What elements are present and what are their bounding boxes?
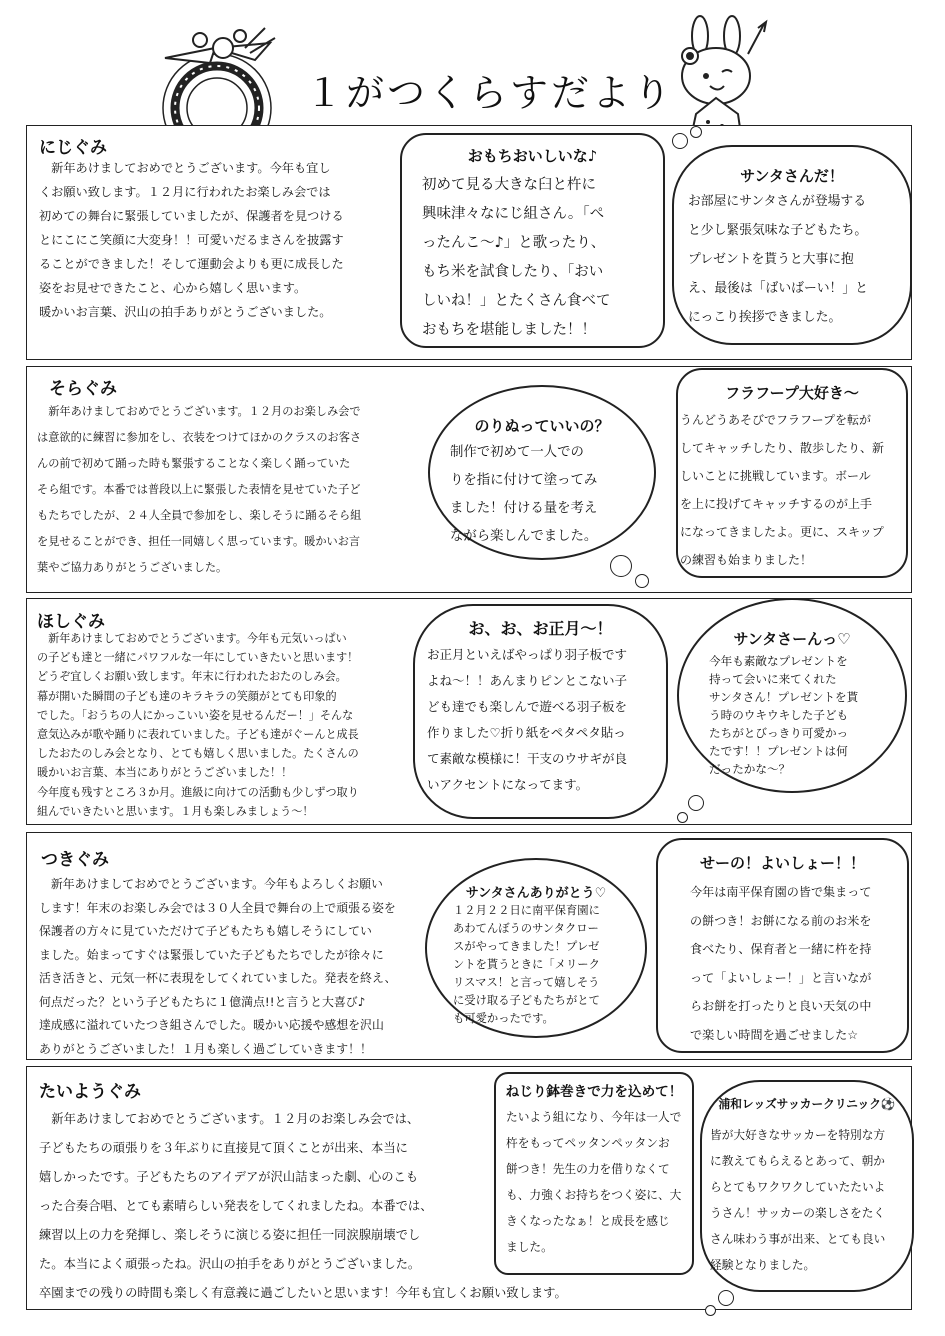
bubble-santa — [672, 145, 912, 345]
bubble-nori — [428, 385, 656, 560]
bubble-title: 浦和レッズサッカークリニック⚽ — [718, 1097, 896, 1111]
bubble-text: 初めて見る大きな臼と杵に 興味津々なにじ組さん。「ぺ ったんこ～♪」と歌ったり、 もち米を試食したり、「おい しいね！」とたくさん食べて おもちを堪能しました！！ — [422, 177, 611, 338]
bubble-text: お部屋にサンタさんが登場する と少し緊張気味な子どもたち。 プレゼントを貰うと大事に抱 え、最後は「ばいばーい！」と にっこり挨拶できました。 — [688, 194, 868, 325]
section-text: 新年あけましておめでとうございます。１２月のお楽しみ会で は意欲的に練習に参加をし、衣装をつけてほかのクラスのお客さ んの前で初めて踊った時も緊張することなく楽しく踊っていた そら組です。本番では普段以上に緊張した表情を見せていた子ど もたちでしたが、２４人全員で参加をし、楽しそうに踊るそら組 を見せることができ、担任一同嬉しく思っています。暖かいお言 葉やご協力ありがとうございました。 — [37, 405, 362, 574]
section-text: 新年あけましておめでとうございます。今年も宜し くお願い致します。１２月に行われたお楽しみ会では 初めての舞台に緊張していましたが、保護者を見つける とにこにこ笑顔に大変身！！可愛いだるまさんを披露す ることができました！そして運動会よりも更に成長した 姿をお見せできたこと、心から嬉しく思います。 暖かいお言葉、沢山の拍手ありがとうございました。 — [39, 161, 344, 319]
bubble-hulahoop — [676, 368, 908, 578]
bubble-tail — [688, 795, 704, 811]
section-text: 新年あけましておめでとうございます。今年もよろしくお願い します！年末のお楽しみ会では３０人全員で舞台の上で頑張る姿を 保護者の方々に見ていただけて子どもたちも嬉しそうにしてい ました。始まってすぐは緊張していた子どもたちでしたが徐々に 活き活きと、元気一杯に表現をしてくれていました。発表を終え、 何点だった？という子どもたちに１億満点!!と言うと大喜び♪ 達成感に溢れていたつき組さんでした。暖かい応援や感想を沢山 ありがとうございました！１月も楽しく過ごしていきます！！ — [39, 877, 397, 1056]
bubble-soccer — [700, 1080, 914, 1292]
bubble-title: フラフープ大好き～ — [725, 384, 859, 402]
bubble-tail — [718, 1290, 734, 1306]
bubble-text: 制作で初めて一人での りを指に付けて塗ってみ ました！付ける量を考え ながら楽しんでました。 — [450, 445, 598, 544]
bubble-text: 皆が大好きなサッカーを特別な方 に教えてもらえるとあって、朝か らとてもワクワクしていたたいよ うさん！サッカーの楽しさをたく さん味わう事が出来、とても良い 経験となりました。 — [710, 1128, 886, 1272]
section-title: にじぐみ — [39, 138, 107, 158]
bubble-tail — [610, 555, 632, 577]
bubble-text: 今年は南平保育園の皆で集まって の餅つき！お餅になる前のお米を 食べたり、保育者と一緒に杵を持 って「よいしょー！」と言いなが らお餅を打ったりと良い天気の中 で楽しい時間を過ごせました☆ — [690, 885, 872, 1042]
bubble-oshogatsu — [413, 604, 668, 819]
bubble-title: せーの！よいしょー！！ — [699, 854, 865, 872]
section-title: そらぐみ — [49, 379, 117, 399]
section-text: 新年あけましておめでとうございます。今年も元気いっぱい の子ども達と一緒にパワフルな一年にしていきたいと思います！ どうぞ宜しくお願い致します。年末に行われたおたのしみ会。 幕が開いた瞬間の子ども達のキラキラの笑顔がとても印象的 でした。「おうちの人にかっこいい姿を見せるんだー！」そんな 意気込みが歌や踊りに表れていました。子ども達がぐーんと成長 したおたのしみ会となり、とても嬉しく思いました。たくさんの 暖かいお言葉、本当にありがとうございました！！ 今年度も残すところ３か月。進級に向けての活動も少しずつ取り 組んでいきたいと思います。１月も楽しみましょう～！ — [37, 632, 359, 818]
bubble-text: たいよう組になり、今年は一人で 杵をもってペッタンペッタンお 餅つき！先生の力を借りなくて も、力強くお持ちをつく姿に、大 きくなったなぁ！と成長を感じ ました。 — [506, 1110, 682, 1254]
bubble-text: １２月２２日に南平保育園に あわてんぼうのサンタクロー スがやってきました！プレゼ ントを貰うときに「メリーク リスマス！と言って嬉しそう に受け取る子どもたちがとて も可愛かったです。 — [453, 904, 600, 1025]
bubble-text: うんどうあそびでフラフープを転が してキャッチしたり、散歩したり、新 しいことに挑戦しています。ボール を上に投げてキャッチするのが上手 になってきましたよ。更に、スキップ の練習も始まりました！ — [680, 413, 885, 567]
bubble-tail — [677, 812, 688, 823]
bubble-title: おもちおいしいな♪ — [467, 147, 598, 165]
bubble-tail — [690, 126, 702, 138]
bubble-mochitsuki — [656, 838, 909, 1053]
bubble-title: ねじり鉢巻きで力を込めて！ — [505, 1084, 683, 1100]
bubble-title: サンタさんありがとう♡ — [465, 886, 607, 901]
bubble-santa-san — [677, 598, 907, 793]
bubble-mochi — [400, 133, 665, 348]
section-title: ほしぐみ — [37, 612, 105, 632]
bubble-title: サンタさんだ！ — [740, 167, 844, 185]
bubble-text: 今年も素敵なプレゼントを 持って会いに来てくれた サンタさん！プレゼントを貰 う時のウキウキした子ども たちがとびっきり可愛かっ たです！！プレゼントは何 だったかな～？ — [709, 654, 859, 776]
bubble-santa-thanks — [425, 858, 647, 1038]
bubble-hachimaki — [494, 1072, 694, 1275]
bubble-text: お正月といえばやっぱり羽子板です よね～！！あんまりピンとこない子 ども達でも楽しんで遊べる羽子板を 作りました♡折り紙をペタペタ貼っ て素敵な模様に！干支のウサギが良 いアクセントになってます。 — [427, 647, 628, 792]
section-title: つきぐみ — [41, 850, 109, 870]
bubble-tail — [672, 133, 688, 149]
page-title: １がつくらすだより — [305, 71, 675, 115]
bubble-title: サンタさーんっ♡ — [733, 630, 851, 648]
section-title: たいようぐみ — [39, 1082, 141, 1102]
bubble-tail — [635, 574, 649, 588]
section-text: 新年あけましておめでとうございます。１２月のお楽しみ会では、 子どもたちの頑張りを３年ぶりに直接見て頂くことが出来、本当に 嬉しかったです。子どもたちのアイデアが沢山詰まった劇、心のこも った合奏合唱、とても素晴らしい発表をしてくれましたね。本番では、 練習以上の力を発揮し、楽しそうに演じる姿に担任一同涙腺崩壊でし た。本当によく頑張ったね。沢山の拍手をありがとうございました。 卒園までの残りの時間も楽しく有意義に過ごしたいと思います！今年も宜しくお願い致します。 — [39, 1112, 567, 1300]
bubble-title: お、お、お正月～！ — [468, 619, 613, 638]
bubble-title: のりぬっていいの？ — [474, 417, 610, 435]
bubble-tail — [705, 1305, 716, 1316]
